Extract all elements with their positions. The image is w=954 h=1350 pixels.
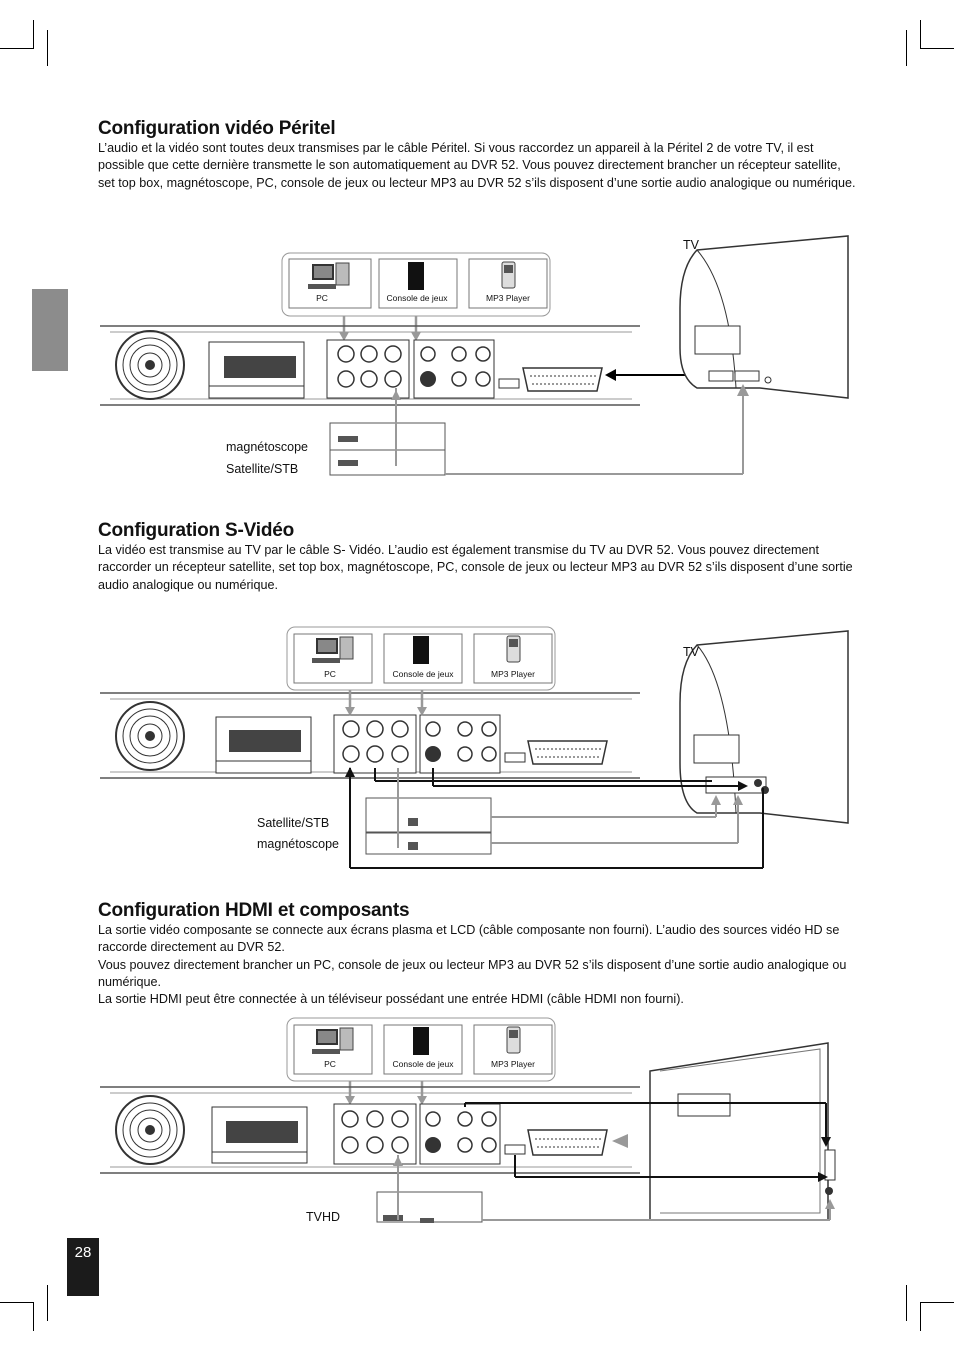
device-label-pc: PC <box>324 1059 336 1069</box>
crop-mark <box>906 1285 907 1321</box>
page-number: 28 <box>67 1238 99 1296</box>
diagram-hdmi-drawing <box>0 1015 954 1235</box>
diagram-peritel-drawing <box>0 228 954 488</box>
crop-mark <box>921 1302 954 1303</box>
device-label-console: Console de jeux <box>386 293 448 303</box>
device-label-mp3: MP3 Player <box>491 1059 535 1069</box>
crop-mark <box>47 30 48 66</box>
section-text-hdmi: La sortie vidéo composante se connecte aux écrans plasma et LCD (câble composante non fourni). L’audio des sources vidéo HD se raccorde directement au DVR 52. Vous pouvez directement brancher un PC, console de jeux ou lecteur MP3 au DVR 52 s’ils disposent d’une sortie audio analogique ou numérique. La sortie HDMI peut être connectée à un téléviseur possédant une entrée HDMI (câble HDMI non fourni). <box>98 923 847 1007</box>
section-title-svideo: Configuration S-Vidéo <box>98 520 294 541</box>
crop-mark <box>47 1285 48 1321</box>
crop-mark <box>921 48 954 49</box>
lower-device-label: Satellite/STB <box>257 816 330 830</box>
crop-mark <box>0 1302 33 1303</box>
crop-mark <box>33 1302 34 1331</box>
diagram-svideo-drawing <box>0 623 954 873</box>
device-label-pc: PC <box>316 293 328 303</box>
crop-mark <box>33 20 34 49</box>
crop-mark <box>906 30 907 66</box>
diagram-hdmi <box>0 1015 954 1235</box>
crop-mark <box>0 48 33 49</box>
lower-device-label: magnétoscope <box>226 440 309 454</box>
device-label-mp3: MP3 Player <box>491 669 535 679</box>
device-label-mp3: MP3 Player <box>486 293 530 303</box>
section-text-svideo: La vidéo est transmise au TV par le câble S- Vidéo. L’audio est également transmise du TV au DVR 52. Vous pouvez directement raccorder un récepteur satellite, set top box, magnétoscope, PC, console de jeux ou lecteur MP3 au DVR 52 s’ils disposent d’une sortie audio analogique ou numérique. <box>98 543 853 592</box>
tv-label: TV <box>683 238 699 252</box>
lower-device-label: Satellite/STB <box>226 462 299 476</box>
section-text-peritel: L’audio et la vidéo sont toutes deux transmises par le câble Péritel. Si vous raccordez un appareil à la Péritel 2 de votre TV, il est possible que cette dernière transmette le son automatiquement au DVR 52. Vous pouvez directement brancher un récepteur satellite, set top box, magnétoscope, PC, console de jeux ou lecteur MP3 au DVR 52 s’ils disposent d’une sortie audio analogique ou numérique. <box>98 141 856 190</box>
section-title-hdmi: Configuration HDMI et composants <box>98 900 410 921</box>
device-label-pc: PC <box>324 669 336 679</box>
tv-label: TV <box>683 645 699 659</box>
crop-mark <box>920 1302 921 1331</box>
lower-device-label: TVHD <box>306 1210 341 1224</box>
device-label-console: Console de jeux <box>392 1059 454 1069</box>
diagram-peritel <box>0 228 954 488</box>
device-label-console: Console de jeux <box>392 669 454 679</box>
crop-mark <box>920 20 921 49</box>
section-title-peritel: Configuration vidéo Péritel <box>98 118 336 139</box>
diagram-svideo <box>0 623 954 873</box>
lower-device-label: magnétoscope <box>257 837 340 851</box>
